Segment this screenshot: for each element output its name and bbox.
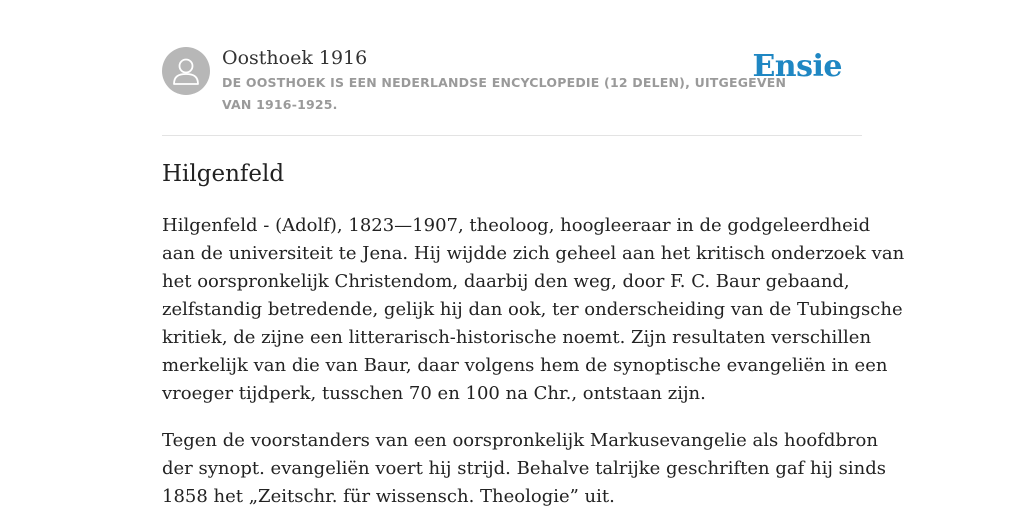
source-description-line: DE OOSTHOEK IS EEN NEDERLANDSE ENCYCLOPEDIE (12 DELEN), UITGEGEVEN [222, 75, 787, 90]
source-header [162, 45, 862, 135]
source-name[interactable]: Oosthoek 1916 [222, 47, 368, 69]
paragraph-line: vroeger tijdperk, tusschen 70 en 100 na Chr., ontstaan zijn. [162, 383, 706, 404]
paragraph-line: merkelijk van die van Baur, daar volgens hem de synoptische evangeliën in een [162, 355, 888, 376]
paragraph-line: zelfstandig betredende, gelijk hij dan ook, ter onderscheiding van de Tubingsche [162, 299, 903, 320]
paragraph-line: der synopt. evangeliën voert hij strijd. Behalve talrijke geschriften gaf hij sinds [162, 458, 886, 479]
paragraph-line: het oorspronkelijk Christendom, daarbij den weg, door F. C. Baur gebaand, [162, 271, 850, 292]
user-icon[interactable] [162, 47, 210, 95]
paragraph-line: Tegen de voorstanders van een oorspronkelijk Markusevangelie als hoofdbron [162, 430, 878, 451]
source-description [222, 72, 787, 116]
article-body [162, 212, 905, 512]
source-description-line: VAN 1916-1925. [222, 97, 338, 112]
article-paragraph [162, 427, 886, 511]
paragraph-line: Hilgenfeld - (Adolf), 1823—1907, theoloog, hoogleeraar in de godgeleerdheid [162, 215, 871, 236]
paragraph-line: kritiek, de zijne een litterarisch-historische noemt. Zijn resultaten verschillen [162, 327, 872, 348]
ensie-logo[interactable]: Ensie [752, 49, 842, 84]
paragraph-line: 1858 het „Zeitschr. für wissensch. Theologie” uit. [162, 486, 615, 507]
article-paragraph [162, 212, 905, 408]
paragraph-line: aan de universiteit te Jena. Hij wijdde zich geheel aan het kritisch onderzoek van [162, 243, 905, 264]
article-title: Hilgenfeld [162, 161, 285, 187]
divider [162, 135, 862, 136]
